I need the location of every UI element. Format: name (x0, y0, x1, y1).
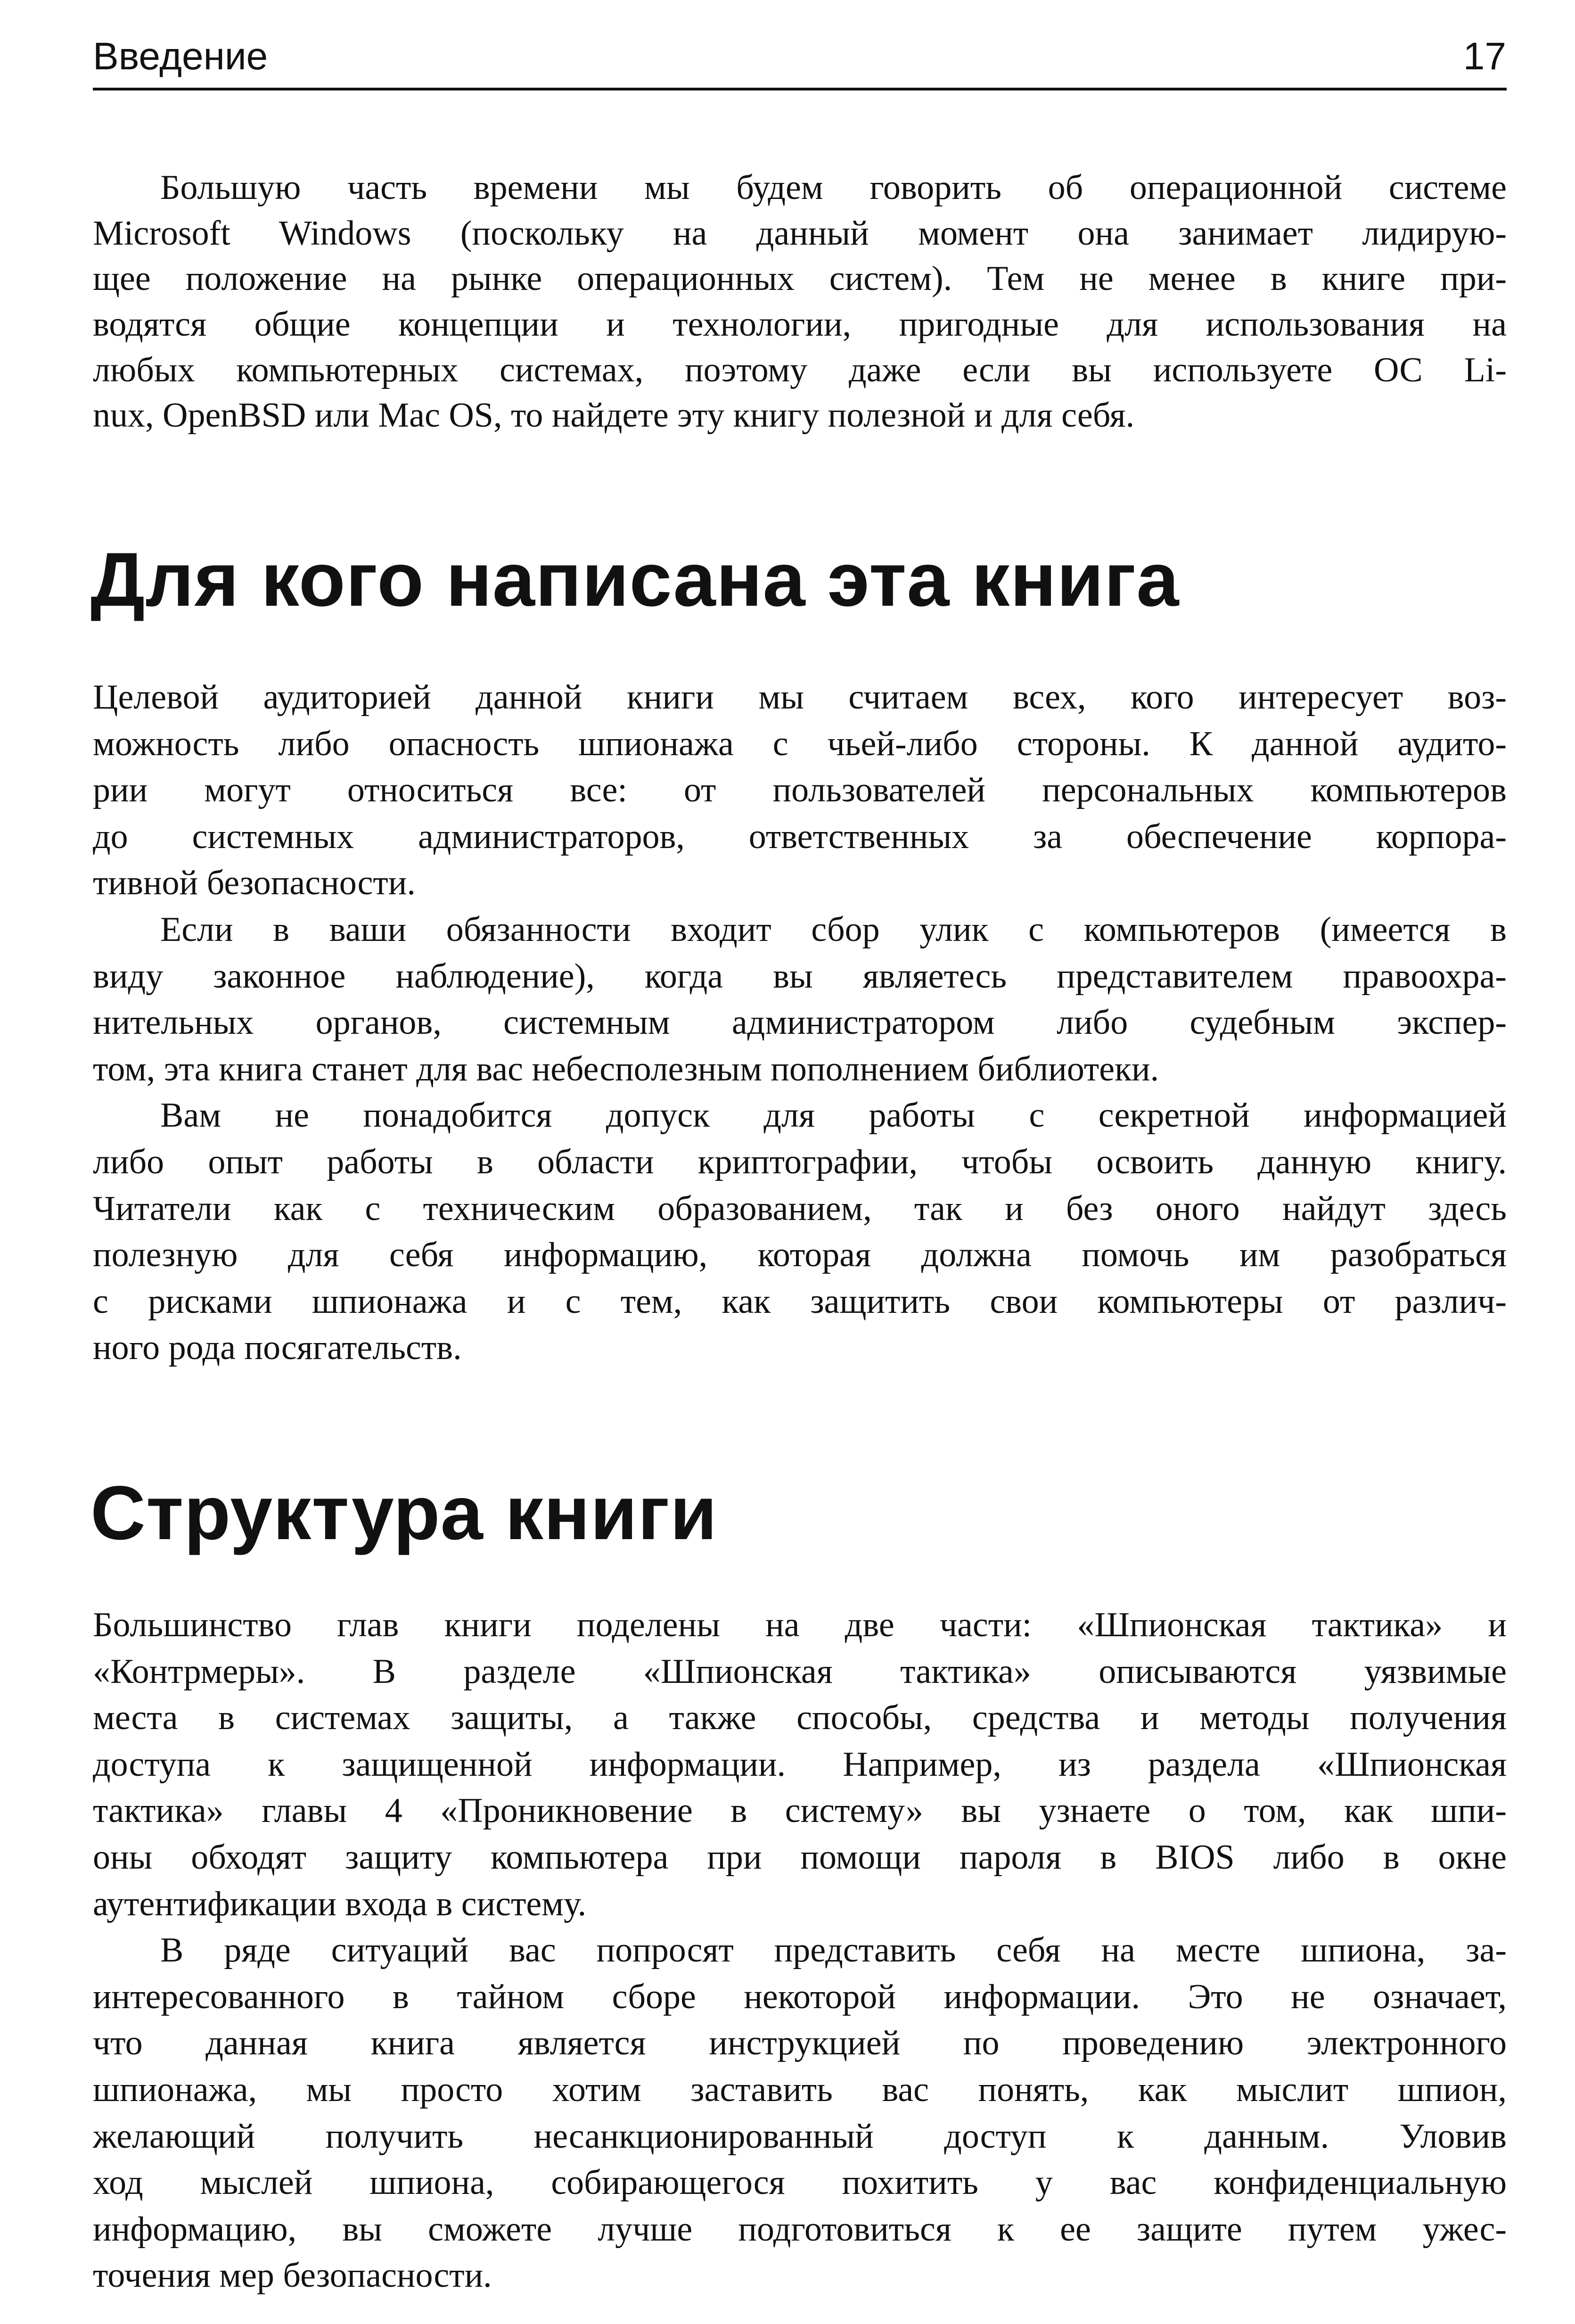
text-line: полезную для себя информацию, которая должна помочь им разобраться (93, 1236, 1507, 1275)
text-line: Microsoft Windows (поскольку на данный момент она занимает лидирую- (93, 214, 1507, 253)
text-line: аутентификации входа в систему. (93, 1884, 587, 1923)
paragraph (93, 674, 1507, 907)
text-line: Если в ваши обязанности входит сбор улик с компьютеров (имеется в (160, 910, 1507, 949)
section-book-structure-text (93, 1602, 1507, 2299)
text-line: тактика» главы 4 «Проникновение в систему» вы узнаете о том, как шпи- (93, 1791, 1507, 1830)
text-line: шпионажа, мы просто хотим заставить вас понять, как мыслит шпион, (93, 2070, 1507, 2109)
text-line: nux, OpenBSD или Mac OS, то найдете эту книгу полезной и для себя. (93, 396, 1135, 435)
text-line: В ряде ситуаций вас попросят представить себя на месте шпиона, за- (160, 1931, 1507, 1970)
text-line: точения мер безопасности. (93, 2256, 492, 2295)
page-number: 17 (1463, 35, 1506, 78)
text-line: Вам не понадобится допуск для работы с секретной информацией (160, 1096, 1507, 1135)
text-line: «Контрмеры». В разделе «Шпионская тактика» описываются уязвимые (93, 1652, 1507, 1691)
text-line: нительных органов, системным администратором либо судебным экспер- (93, 1003, 1507, 1042)
text-line: любых компьютерных системах, поэтому даже если вы используете ОС Li- (93, 350, 1507, 389)
text-line: ного рода посягательств. (93, 1328, 462, 1368)
text-line: Большинство глав книги поделены на две части: «Шпионская тактика» и (93, 1606, 1507, 1644)
text-line: Целевой аудиторией данной книги мы считаем всех, кого интересует воз- (93, 678, 1507, 717)
text-line: доступа к защищенной информации. Например, из раздела «Шпионская (93, 1745, 1507, 1784)
text-line: том, эта книга станет для вас небесполезным пополнением библиотеки. (93, 1049, 1159, 1088)
text-line: водятся общие концепции и технологии, пригодные для использования на (93, 305, 1507, 344)
heading-book-structure: Структура книги (90, 1470, 718, 1556)
paragraph (93, 1092, 1507, 1371)
text-line: ход мыслей шпиона, собирающегося похитить у вас конфиденциальную (93, 2163, 1507, 2202)
paragraph (93, 1927, 1507, 2299)
text-line: что данная книга является инструкцией по проведению электронного (93, 2024, 1507, 2063)
text-line: места в системах защиты, а также способы, средства и методы получения (93, 1698, 1507, 1738)
header-rule (93, 88, 1507, 91)
text-line: желающий получить несанкционированный доступ к данным. Уловив (93, 2117, 1507, 2156)
text-line: Читатели как с техническим образованием, так и без оного найдут здесь (93, 1189, 1507, 1228)
text-line: до системных администраторов, ответственных за обеспечение корпора- (93, 817, 1507, 856)
heading-target-audience: Для кого написана эта книга (90, 537, 1180, 622)
text-line: интересованного в тайном сборе некоторой информации. Это не означает, (93, 1977, 1507, 2016)
text-line: тивной безопасности. (93, 864, 416, 903)
text-line: щее положение на рынке операционных систем). Тем не менее в книге при- (93, 259, 1507, 298)
text-line: Большую часть времени мы будем говорить об операционной системе (160, 168, 1507, 207)
paragraph (93, 907, 1507, 1092)
paragraph (93, 165, 1507, 438)
paragraph (93, 1602, 1507, 1927)
section-target-audience-text (93, 674, 1507, 1371)
text-line: либо опыт работы в области криптографии, чтобы освоить данную книгу. (93, 1142, 1507, 1181)
text-line: рии могут относиться все: от пользователей персональных компьютеров (93, 771, 1507, 810)
text-line: информацию, вы сможете лучше подготовиться к ее защите путем ужес- (93, 2209, 1507, 2249)
text-line: можность либо опасность шпионажа с чьей-либо стороны. К данной аудито- (93, 724, 1507, 763)
text-line: виду законное наблюдение), когда вы являетесь представителем правоохра- (93, 956, 1507, 996)
section-intro-text (93, 165, 1507, 438)
text-line: оны обходят защиту компьютера при помощи пароля в BIOS либо в окне (93, 1838, 1507, 1877)
text-line: с рисками шпионажа и с тем, как защитить свои компьютеры от различ- (93, 1282, 1507, 1321)
running-header-section: Введение (93, 35, 268, 78)
